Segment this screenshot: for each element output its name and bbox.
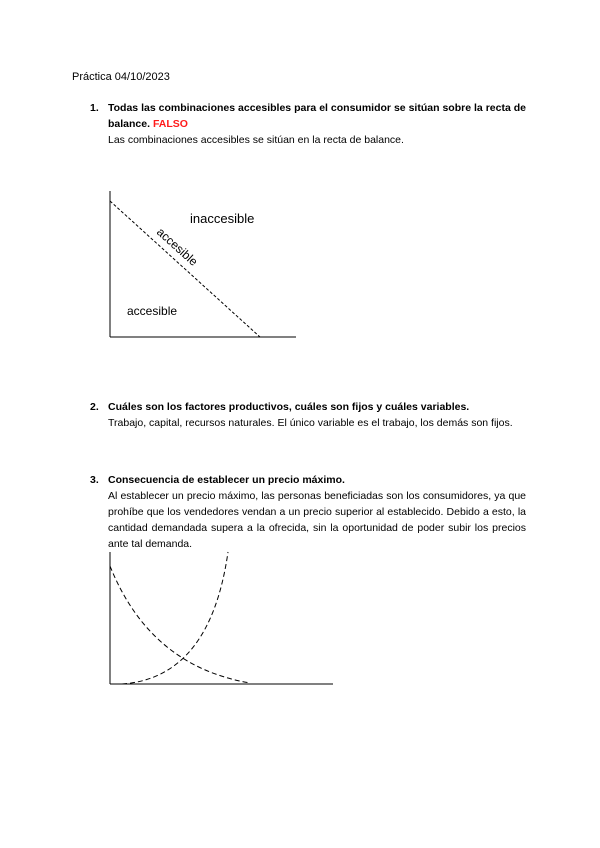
price-ceiling-diagram (100, 548, 340, 693)
question-1 (90, 100, 526, 148)
question-title: Cuáles son los factores productivos, cuáles son fijos y cuáles variables. (108, 401, 470, 413)
question-answer: Las combinaciones accesibles se sitúan en la recta de balance. (108, 134, 404, 146)
demand-curve (110, 566, 250, 683)
question-answer: Al establecer un precio máximo, las personas beneficiadas son los consumidores, ya que prohíbe que los vendedores vendan a un precio superior al establecido. Debido a esto, la cantidad demandada supera a la ofrecida, sin la oportunidad de poder subir los precios ante tal demanda. (108, 490, 526, 550)
inaccessible-label: inaccesible (190, 211, 255, 226)
question-title-text: Todas las combinaciones accesibles para el consumidor se sitúan sobre la recta de balance. (108, 102, 526, 130)
verdict-badge: FALSO (152, 118, 188, 130)
question-number: 1. (90, 102, 99, 114)
question-answer: Trabajo, capital, recursos naturales. El único variable es el trabajo, los demás son fijos. (108, 417, 513, 429)
accessible-label: accesible (127, 304, 178, 318)
question-2 (90, 399, 526, 431)
question-number: 2. (90, 401, 99, 413)
question-number: 3. (90, 474, 99, 486)
question-title: Consecuencia de establecer un precio máximo. (108, 474, 345, 486)
question-3 (90, 472, 526, 552)
question-title (108, 100, 526, 132)
budget-line-diagram (100, 185, 310, 345)
on-line-label: accesible (153, 224, 201, 269)
supply-curve (122, 552, 228, 684)
document-header: Práctica 04/10/2023 (72, 71, 170, 83)
